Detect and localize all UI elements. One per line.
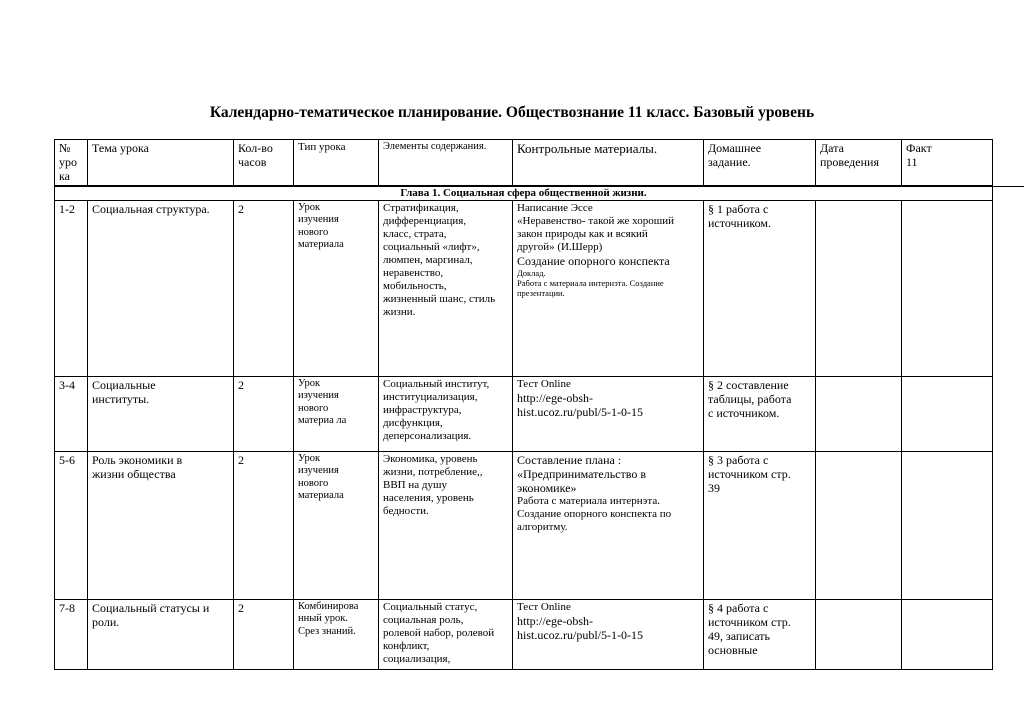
row-homework: § 4 работа с источником стр. 49, записать основные (704, 599, 816, 669)
row-date (816, 599, 902, 669)
table-row (55, 376, 993, 451)
table-header-row (55, 140, 993, 186)
row-date (816, 451, 902, 599)
header-control: Контрольные материалы. (513, 140, 704, 186)
row-topic: Роль экономики в жизни общества (88, 451, 234, 599)
row-control: Составление плана : «Предпринимательство в экономике» Работа с материала интернэта. Создание опорного конспекта по алгоритму. (513, 451, 704, 599)
header-num: № уро ка (55, 140, 88, 186)
row-hours: 2 (234, 376, 294, 451)
row-elements: Социальный институт, институциализация, инфраструктура, дисфункция, деперсонализация. (379, 376, 513, 451)
header-homework: Домашнее задание. (704, 140, 816, 186)
row-num: 7-8 (55, 599, 88, 669)
row-elements: Стратификация, дифференциация, класс, страта, социальный «лифт», люмпен, маргинал, неравенство, мобильность, жизненный шанс, стиль жизни. (379, 200, 513, 376)
row-fact (902, 451, 993, 599)
row-num: 3-4 (55, 376, 88, 451)
row-num: 5-6 (55, 451, 88, 599)
header-type: Тип урока (294, 140, 379, 186)
row-homework: § 3 работа с источником стр. 39 (704, 451, 816, 599)
divider-line (54, 186, 1024, 187)
row-topic: Социальные институты. (88, 376, 234, 451)
row-hours: 2 (234, 451, 294, 599)
table-row (55, 200, 993, 376)
row-type: Урок изучения нового материа ла (294, 376, 379, 451)
row-hours: 2 (234, 599, 294, 669)
row-homework: § 1 работа с источником. (704, 200, 816, 376)
row-date (816, 200, 902, 376)
row-topic: Социальный статусы и роли. (88, 599, 234, 669)
row-fact (902, 200, 993, 376)
header-hours: Кол-во часов (234, 140, 294, 186)
row-elements: Экономика, уровень жизни, потребление,, ВВП на душу населения, уровень бедности. (379, 451, 513, 599)
header-topic: Тема урока (88, 140, 234, 186)
row-hours: 2 (234, 200, 294, 376)
row-type: Урок изучения нового материала (294, 451, 379, 599)
row-elements: Социальный статус, социальная роль, ролевой набор, ролевой конфликт, социализация, (379, 599, 513, 669)
row-topic: Социальная структура. (88, 200, 234, 376)
row-control: Написание Эссе «Неравенство- такой же хороший закон природы как и всякий другой» (И.Шерр) Создание опорного конспекта Доклад. Работа с материала интернэта. Создание презентации. (513, 200, 704, 376)
row-control: Тест Online http://ege-obsh- hist.ucoz.ru/publ/5-1-0-15 (513, 376, 704, 451)
row-fact (902, 599, 993, 669)
page-title: Календарно-тематическое планирование. Обществознание 11 класс. Базовый уровень (209, 104, 815, 121)
table-row (55, 451, 993, 599)
row-control: Тест Online http://ege-obsh- hist.ucoz.ru/publ/5-1-0-15 (513, 599, 704, 669)
row-fact (902, 376, 993, 451)
planning-table (54, 139, 993, 670)
table-row (55, 599, 993, 669)
header-fact: Факт 11 (902, 140, 993, 186)
row-type: Урок изучения нового материала (294, 200, 379, 376)
row-num: 1-2 (55, 200, 88, 376)
chapter-row (55, 186, 993, 201)
chapter-title: Глава 1. Социальная сфера общественной жизни. (55, 186, 993, 201)
header-elements: Элементы содержания. (379, 140, 513, 186)
row-homework: § 2 составление таблицы, работа с источником. (704, 376, 816, 451)
row-date (816, 376, 902, 451)
row-type: Комбинирова нный урок. Срез знаний. (294, 599, 379, 669)
header-date: Дата проведения (816, 140, 902, 186)
